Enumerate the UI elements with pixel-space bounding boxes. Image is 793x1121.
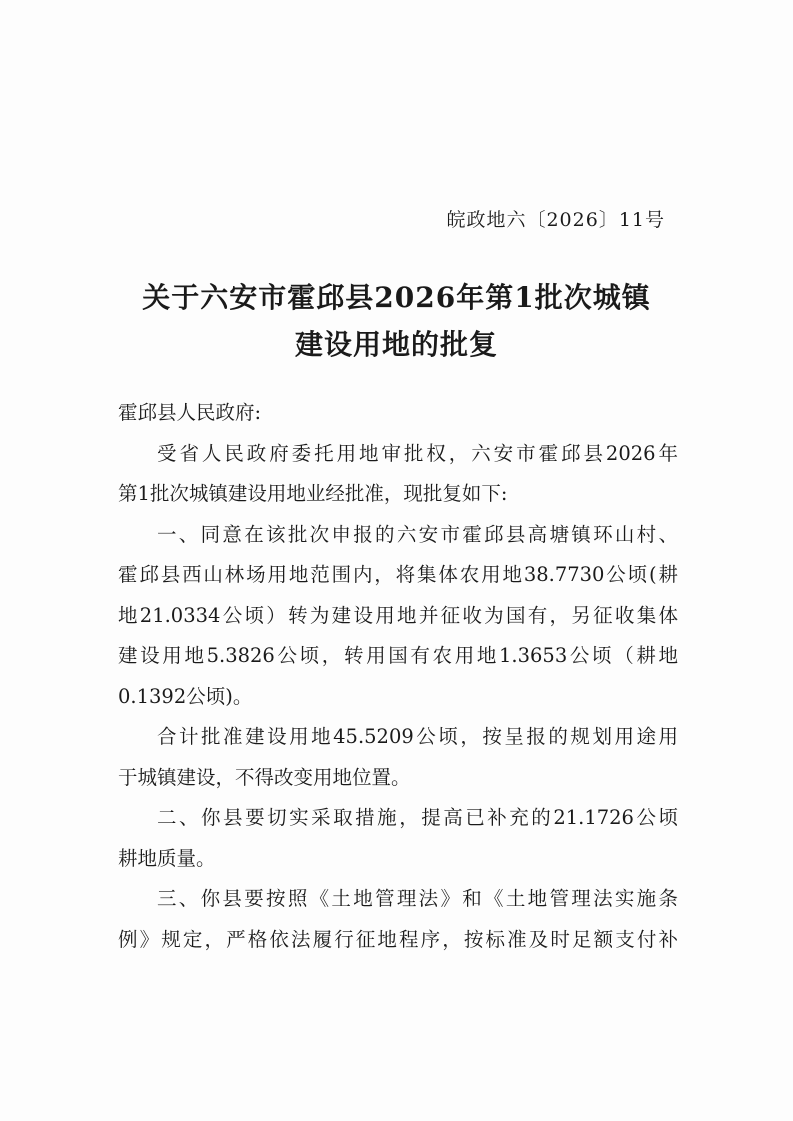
paragraph-intro: 受省人民政府委托用地审批权，六安市霍邱县2026年 第1批次城镇建设用地业经批准，现批复如下: xyxy=(118,441,678,505)
paragraph-item-2: 二、你县要切实采取措施，提高已补充的21.1726公顷 耕地质量。 xyxy=(118,806,678,870)
paragraph-item-3: 三、你县要按照《土地管理法》和《土地管理法实施条 例》规定，严格依法履行征地程序，按标准及时足额支付补 xyxy=(118,887,678,951)
document-number: 皖政地六〔2026〕11号 xyxy=(446,209,665,231)
title-line-1: 关于六安市霍邱县2026年第1批次城镇 xyxy=(142,281,651,314)
paragraph-total: 合计批准建设用地45.5209公顷，按呈报的规划用途用 于城镇建设，不得改变用地位置。 xyxy=(118,725,678,789)
paragraph-item-1: 一、同意在该批次申报的六安市霍邱县高塘镇环山村、 霍邱县西山林场用地范围内，将集体农用地38.7730公顷(耕 地21.0334公顷）转为建设用地并征收为国有，另征收集体 建设用地5.3826公顷，转用国有农用地1.3653公顷（耕地 0.1392公顷)。 xyxy=(118,522,678,708)
addressee: 霍邱县人民政府: xyxy=(118,401,262,424)
title-line-2: 建设用地的批复 xyxy=(294,328,498,361)
document-body xyxy=(118,393,678,960)
document-title xyxy=(0,274,793,368)
